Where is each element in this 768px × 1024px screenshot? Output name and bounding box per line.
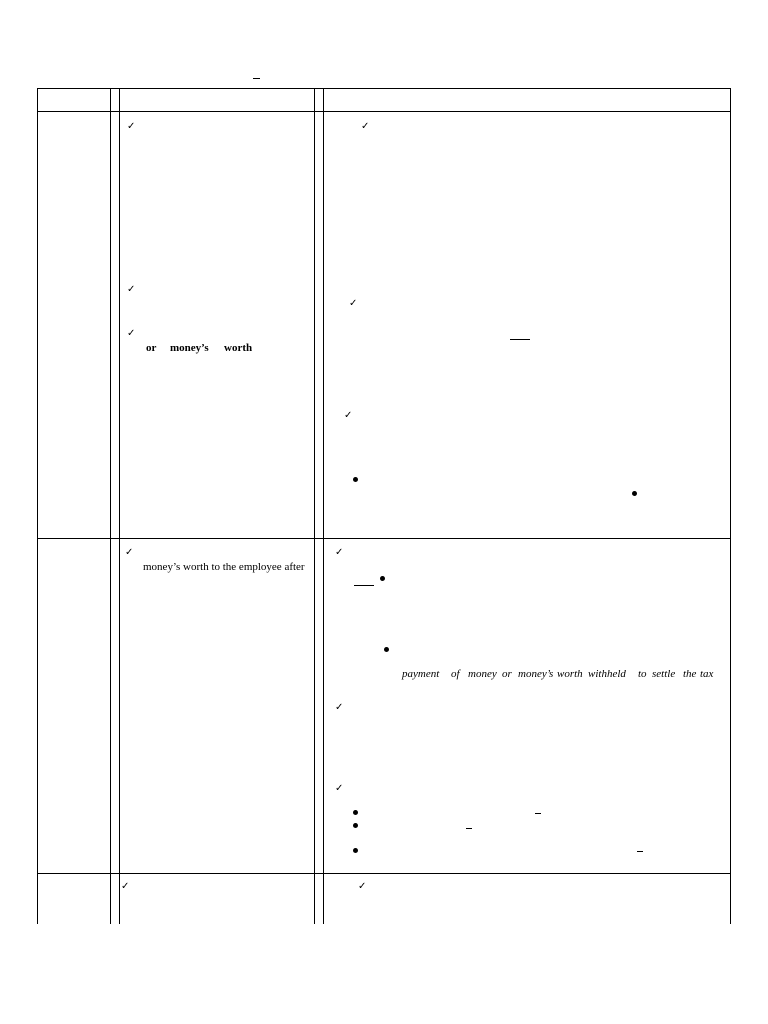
bullet-icon <box>353 477 358 482</box>
row2-right-word: worth <box>557 668 583 680</box>
bullet-icon <box>632 491 637 496</box>
check-icon: ✓ <box>344 410 353 421</box>
check-icon: ✓ <box>358 881 367 892</box>
bullet-icon <box>353 848 358 853</box>
row2-right-word: money <box>468 668 497 680</box>
check-icon: ✓ <box>127 121 136 132</box>
row2-right-word: money’s <box>518 668 554 680</box>
row1-mid-word: or <box>146 342 157 354</box>
bullet-icon <box>353 823 358 828</box>
row2-right-word: to <box>638 668 647 680</box>
check-icon: ✓ <box>127 328 136 339</box>
row1-mid-word: money’s <box>170 342 209 354</box>
check-icon: ✓ <box>125 547 134 558</box>
bullet-icon <box>380 576 385 581</box>
row2-right-word: the <box>683 668 697 680</box>
small-dash <box>637 851 643 852</box>
row2-right-word: of <box>451 668 460 680</box>
row2-right-word: tax <box>700 668 714 680</box>
small-dash <box>535 813 541 814</box>
check-icon: ✓ <box>335 783 344 794</box>
bullet-icon <box>384 647 389 652</box>
small-dash <box>466 828 472 829</box>
check-icon: ✓ <box>335 702 344 713</box>
header-dash <box>253 78 260 79</box>
row2-right-word: withheld <box>588 668 626 680</box>
check-icon: ✓ <box>335 547 344 558</box>
row2-right-word: payment <box>402 668 440 680</box>
bullet-icon <box>353 810 358 815</box>
row1-mid-word: worth <box>224 342 253 354</box>
underline-blank <box>510 339 530 340</box>
underline-blank <box>354 585 374 586</box>
check-icon: ✓ <box>349 298 358 309</box>
check-icon: ✓ <box>121 881 130 892</box>
check-icon: ✓ <box>127 284 136 295</box>
check-icon: ✓ <box>361 121 370 132</box>
row2-mid-line: money’s worth to the employee after <box>143 561 305 573</box>
row2-right-word: settle <box>652 668 676 680</box>
row2-right-word: or <box>502 668 512 680</box>
